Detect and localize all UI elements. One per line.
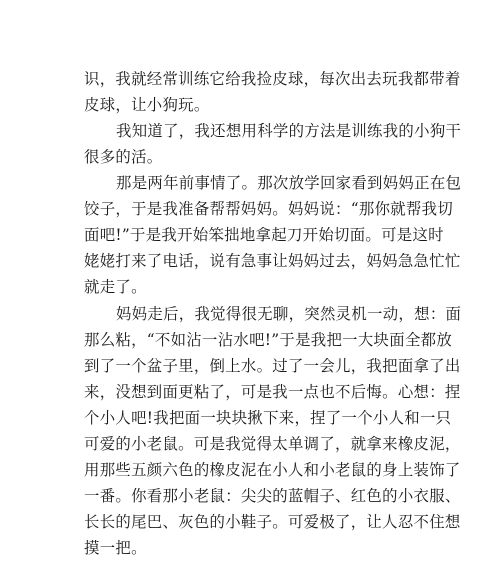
text-line: 一番。你看那小老鼠：尖尖的蓝帽子、红色的小衣服、 bbox=[84, 486, 461, 505]
text-line: 识，我就经常训练它给我捡皮球，每次出去玩我都带着 bbox=[84, 70, 461, 88]
text-line: 很多的活。 bbox=[84, 148, 163, 167]
paragraph-start-line: 我知道了，我还想用科学的方法是训练我的小狗干 bbox=[116, 122, 462, 141]
text-line: 就走了。 bbox=[84, 278, 147, 297]
text-line: 来，没想到面更粘了，可是我一点也不后悔。心想：捏 bbox=[84, 382, 461, 401]
text-line: 皮球，让小狗玩。 bbox=[84, 96, 210, 115]
text-line: 面吧!”于是我开始笨拙地拿起刀开始切面。可是这时 bbox=[84, 226, 444, 245]
text-line: 饺子，于是我准备帮帮妈妈。妈妈说：“那你就帮我切 bbox=[84, 200, 454, 219]
text-line: 那么粘，“不如沾一沾水吧!”于是我把一大块面全都放 bbox=[84, 330, 453, 349]
paragraph-start-line: 那是两年前事情了。那次放学回家看到妈妈正在包 bbox=[116, 174, 462, 193]
text-line: 用那些五颜六色的橡皮泥在小人和小老鼠的身上装饰了 bbox=[84, 460, 461, 479]
text-line: 个小人吧!我把面一块块揪下来，捏了一个小人和一只 bbox=[84, 408, 452, 427]
text-line: 姥姥打来了电话，说有急事让妈妈过去，妈妈急急忙忙 bbox=[84, 252, 461, 271]
paragraph-start-line: 妈妈走后，我觉得很无聊，突然灵机一动，想：面 bbox=[116, 304, 462, 323]
text-line: 摸一把。 bbox=[84, 539, 147, 557]
text-line: 到了一个盆子里，倒上水。过了一会儿，我把面拿了出 bbox=[84, 356, 461, 375]
text-line: 长长的尾巴、灰色的小鞋子。可爱极了，让人忍不住想 bbox=[84, 512, 461, 531]
text-line: 可爱的小老鼠。可是我觉得太单调了，就拿来橡皮泥， bbox=[84, 434, 461, 453]
